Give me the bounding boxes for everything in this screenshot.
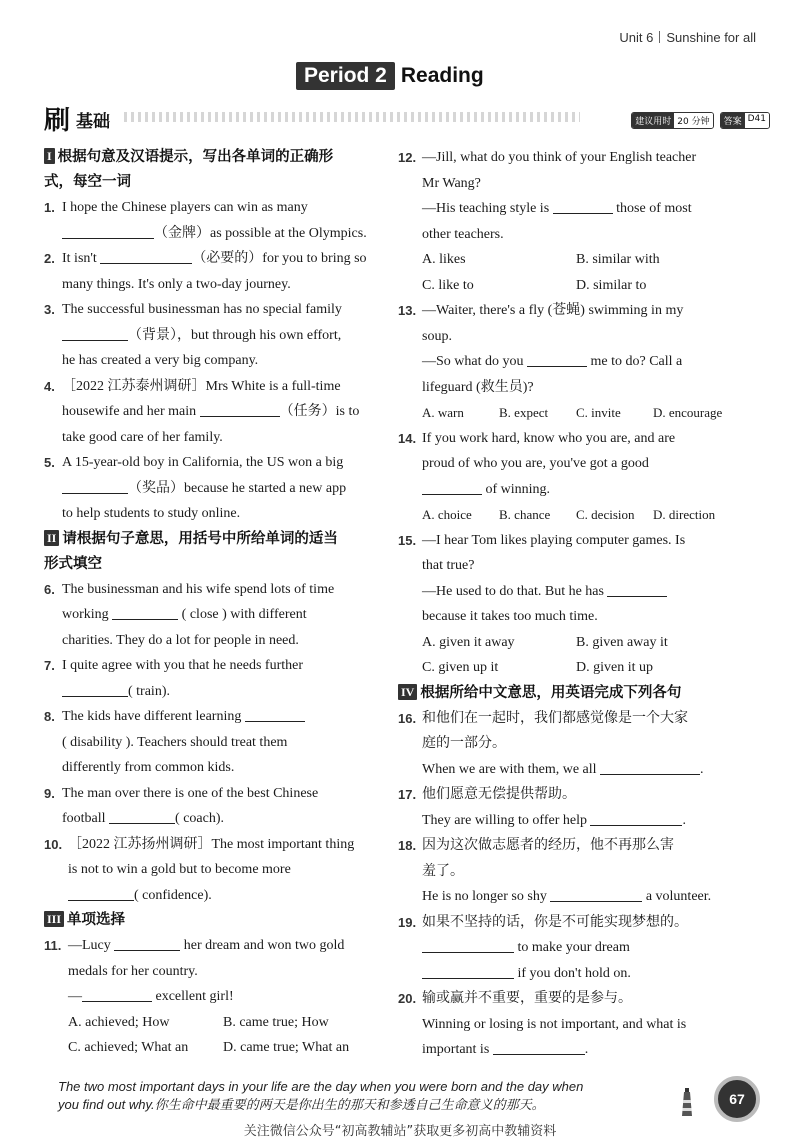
question-text: He is no longer so shy [422, 889, 547, 904]
question-number: 20. [398, 991, 417, 1006]
left-column [44, 145, 378, 1061]
question-text: medals for her country. [68, 963, 198, 979]
question-5 [44, 450, 378, 527]
answer-blank[interactable] [422, 965, 514, 979]
section-title: 基础 [76, 112, 110, 132]
footer-quote [58, 1078, 678, 1114]
question-11 [44, 933, 378, 1010]
question-text: those of most [616, 201, 692, 216]
question-2 [44, 246, 378, 297]
question-number: 4. [44, 378, 55, 394]
option-c[interactable]: C. decision [576, 507, 635, 522]
question-text: housewife and her main [62, 404, 197, 419]
question-number: 10. [44, 836, 63, 852]
question-text: me to do? Call a [590, 354, 683, 369]
answer-blank[interactable] [527, 353, 587, 367]
question-text: —So what do you [422, 354, 524, 369]
question-text: is not to win a gold but to become more [68, 862, 291, 877]
question-9 [44, 781, 378, 832]
option-d[interactable]: D. similar to [576, 277, 647, 293]
section-bar [44, 100, 766, 136]
option-d[interactable]: D. given it up [576, 660, 653, 675]
option-b[interactable]: B. similar with [576, 252, 660, 267]
answer-line-19 [398, 935, 730, 986]
question-text: （必要的）for you to bring so [192, 251, 367, 266]
question-number: 15. [398, 532, 417, 548]
bottom-note: 关注微信公众号“初高教辅站”获取更多初高中教辅资料 [243, 1124, 557, 1139]
part3-heading [44, 908, 378, 933]
answer-blank[interactable] [62, 480, 128, 494]
question-text: 如果不坚持的话，你是不可能实现梦想的。 [422, 914, 688, 930]
question-number: 8. [44, 709, 55, 724]
question-number: 1. [44, 200, 55, 215]
question-text: ( close ) with different [181, 607, 307, 622]
question-text: important is [422, 1042, 490, 1057]
question-text: （奖品）because he started a new app [128, 480, 347, 496]
question-8 [44, 704, 378, 781]
question-15 [398, 528, 730, 630]
answer-line-17: They are willing to offer help . [422, 812, 686, 828]
option-a[interactable]: A. achieved; How [68, 1014, 170, 1030]
period-label: Period 2 [296, 62, 395, 90]
question-text: working [62, 607, 109, 622]
answer-blank[interactable] [62, 327, 128, 341]
question-text: charities. They do a lot for people in need. [62, 632, 299, 648]
question-text: that true? [422, 558, 475, 573]
answer-blank[interactable] [553, 200, 613, 214]
answer-blank[interactable] [62, 683, 128, 697]
question-text: 输或赢并不重要，重要的是参与。 [422, 991, 632, 1006]
question-text: differently from common kids. [62, 760, 235, 775]
option-c[interactable]: C. given up it [422, 660, 499, 675]
question-text: If you work hard, know who you are, and are [422, 430, 676, 446]
options-13 [398, 400, 730, 426]
answer-blank[interactable] [550, 888, 642, 902]
question-3 [44, 297, 378, 374]
heading-line: 根据所给中文意思，用英语完成下列各句 [420, 684, 682, 701]
answer-blank[interactable] [422, 939, 514, 953]
question-text: ［2022 江苏泰州调研］Mrs White is a full-time [62, 378, 341, 394]
options-14 [398, 502, 730, 528]
answer-value: D41 [745, 113, 769, 128]
question-text: I quite agree with you that he needs further [62, 658, 304, 673]
question-text: he has created a very big company. [62, 353, 259, 368]
question-text: The man over there is one of the best Chinese [62, 785, 319, 801]
question-text: other teachers. [422, 226, 504, 242]
heading-line: 单项选择 [67, 912, 126, 928]
option-c[interactable]: C. achieved; What an [68, 1040, 189, 1055]
question-text: The successful businessman has no special family [62, 302, 342, 317]
option-b[interactable]: B. chance [499, 507, 551, 522]
question-text: Winning or losing is not important, and what is [422, 1016, 687, 1032]
question-1 [44, 195, 378, 246]
question-text: —Waiter, there's a fly (苍蝇) swimming in my [422, 303, 684, 318]
question-text: Mr Wang? [422, 175, 481, 191]
heading-line: 形式填空 [44, 555, 102, 572]
question-text: ( confidence). [134, 887, 212, 903]
question-text: —Lucy [68, 938, 111, 953]
question-number: 13. [398, 303, 417, 318]
question-19 [398, 910, 730, 936]
question-text: to make your dream [517, 940, 630, 955]
answer-blank[interactable] [600, 761, 700, 775]
unit-number: Unit 6 [619, 30, 654, 45]
question-text: 羞了。 [422, 863, 464, 879]
question-text: A 15-year-old boy in California, the US won a big [62, 455, 344, 470]
page-number-text: 67 [729, 1091, 745, 1107]
answer-blank[interactable] [112, 606, 178, 620]
part1-heading [44, 145, 378, 195]
decorative-stripe [124, 112, 580, 122]
quote-translation: 你生命中最重要的两天是你出生的那天和参透自己生命意义的那天。 [154, 1097, 545, 1112]
question-number: 18. [398, 838, 417, 853]
answer-label: 答案 [721, 113, 745, 128]
unit-header [619, 30, 756, 45]
question-number: 16. [398, 710, 417, 726]
question-number: 5. [44, 455, 55, 470]
answer-line-20: Winning or losing is not important, and what is important is . [398, 1012, 730, 1063]
question-18 [398, 833, 730, 884]
answer-blank[interactable] [422, 481, 482, 495]
option-d[interactable]: D. encourage [653, 405, 723, 420]
page-number [714, 1076, 760, 1122]
question-text: ( train). [128, 683, 170, 699]
options-15 [398, 630, 730, 681]
question-text: The businessman and his wife spend lots of time [62, 581, 335, 597]
question-12 [398, 145, 730, 247]
unit-title: Sunshine for all [666, 30, 756, 45]
answer-line-18 [398, 884, 730, 910]
question-text: if you don't hold on. [517, 965, 631, 981]
option-c[interactable]: C. invite [576, 405, 621, 420]
roman-numeral: II [44, 530, 59, 546]
question-text: football [62, 811, 106, 826]
option-b[interactable]: B. came true; How [223, 1014, 329, 1030]
option-d[interactable]: D. came true; What an [223, 1040, 350, 1055]
right-column [398, 145, 730, 1063]
question-number: 7. [44, 658, 55, 673]
question-13 [398, 298, 730, 400]
question-number: 9. [44, 785, 55, 801]
time-tag [631, 112, 713, 129]
answer-line-16: When we are with them, we all . [422, 761, 704, 777]
question-text: I hope the Chinese players can win as many [62, 200, 308, 215]
question-17 [398, 782, 730, 808]
section-icon: 刷 [44, 106, 71, 136]
time-label: 建议用时 [632, 113, 674, 128]
question-text: It isn't [62, 251, 97, 266]
question-text: 他们愿意无偿提供帮助。 [422, 787, 576, 802]
part2-heading [44, 527, 378, 577]
question-text: proud of who you are, you've got a good [422, 456, 649, 471]
roman-numeral: I [44, 148, 55, 164]
question-6 [44, 577, 378, 654]
heading-line: 式，每空一词 [44, 174, 131, 190]
question-text: because it takes too much time. [422, 609, 598, 624]
option-b[interactable]: B. given away it [576, 634, 668, 650]
question-text: excellent girl! [155, 989, 234, 1004]
question-text: ［2022 江苏扬州调研］The most important thing [68, 836, 355, 852]
options-11 [44, 1010, 378, 1061]
question-text: （任务）is to [279, 404, 360, 419]
answer-blank[interactable] [493, 1041, 585, 1055]
question-text: （金牌）as possible at the Olympics. [154, 225, 367, 241]
question-text: —He used to do that. But he has [422, 583, 604, 599]
option-c[interactable]: C. like to [422, 277, 474, 293]
answer-blank[interactable] [82, 988, 152, 1002]
option-b[interactable]: B. expect [499, 405, 549, 420]
option-a[interactable]: A. warn [422, 405, 464, 420]
option-d[interactable]: D. direction [653, 507, 716, 522]
option-a[interactable]: A. given it away [422, 634, 515, 650]
question-text: lifeguard (救生员)? [422, 379, 534, 395]
question-text: They are willing to offer help [422, 812, 587, 828]
question-number: 12. [398, 150, 417, 165]
answer-blank[interactable] [109, 810, 175, 824]
option-a[interactable]: A. choice [422, 507, 472, 522]
question-text: ( coach). [175, 811, 225, 826]
answer-blank[interactable] [590, 812, 682, 826]
question-text: —I hear Tom likes playing computer games. Is [422, 532, 686, 548]
question-text: （背景），but through his own effort, [128, 327, 342, 343]
question-16 [398, 706, 730, 757]
question-10 [44, 832, 378, 909]
answer-blank[interactable] [62, 225, 154, 239]
answer-blank[interactable] [607, 583, 667, 597]
answer-blank[interactable] [114, 937, 180, 951]
question-text: of winning. [485, 481, 551, 497]
question-20 [398, 986, 730, 1012]
question-text: to help students to study online. [62, 506, 241, 521]
question-14 [398, 426, 730, 503]
question-text: ( disability ). Teachers should treat them [62, 734, 288, 750]
question-text: a volunteer. [645, 889, 712, 904]
question-number: 17. [398, 787, 417, 802]
question-text: — [68, 989, 82, 1004]
question-text: her dream and won two gold [183, 938, 345, 953]
question-number: 3. [44, 302, 55, 317]
question-text: take good care of her family. [62, 429, 223, 445]
part4-heading [398, 681, 730, 706]
question-4 [44, 374, 378, 451]
roman-numeral: III [44, 911, 64, 927]
question-7 [44, 653, 378, 704]
options-12 [398, 247, 730, 298]
question-text: 庭的一部分。 [422, 736, 506, 751]
heading-line: 根据句意及汉语提示，写出各单词的正确形 [57, 149, 334, 165]
answer-blank[interactable] [200, 403, 280, 417]
period-heading: Reading [400, 64, 484, 87]
question-number: 2. [44, 251, 55, 266]
quote-text: The two most important days in your life are the day when you were born and the day when [58, 1079, 584, 1094]
question-text: When we are with them, we all [422, 761, 597, 777]
answer-blank[interactable] [245, 708, 305, 722]
period-title [296, 62, 484, 90]
question-text: soup. [422, 328, 452, 344]
question-text: many things. It's only a two-day journey. [62, 276, 291, 292]
time-value: 20 分钟 [674, 113, 712, 128]
question-number: 14. [398, 430, 417, 446]
question-text: The kids have different learning [62, 709, 242, 724]
question-text: —His teaching style is [422, 201, 550, 216]
question-number: 6. [44, 581, 55, 597]
quote-text: you find out why. [58, 1097, 155, 1112]
roman-numeral: IV [398, 684, 417, 700]
heading-line: 请根据句子意思，用括号中所给单词的适当 [62, 530, 338, 547]
question-number: 11. [44, 938, 62, 953]
divider [659, 31, 660, 43]
lighthouse-icon [680, 1086, 694, 1116]
answer-blank[interactable] [68, 887, 134, 901]
question-text: 和他们在一起时，我们都感觉像是一个大家 [422, 710, 688, 726]
time-tags [631, 112, 770, 129]
answer-blank[interactable] [100, 250, 192, 264]
option-a[interactable]: A. likes [422, 252, 466, 267]
answer-tag [720, 112, 770, 129]
question-number: 19. [398, 914, 417, 930]
question-text: 因为这次做志愿者的经历，他不再那么害 [422, 838, 674, 853]
question-text: —Jill, what do you think of your English teacher [422, 150, 697, 165]
